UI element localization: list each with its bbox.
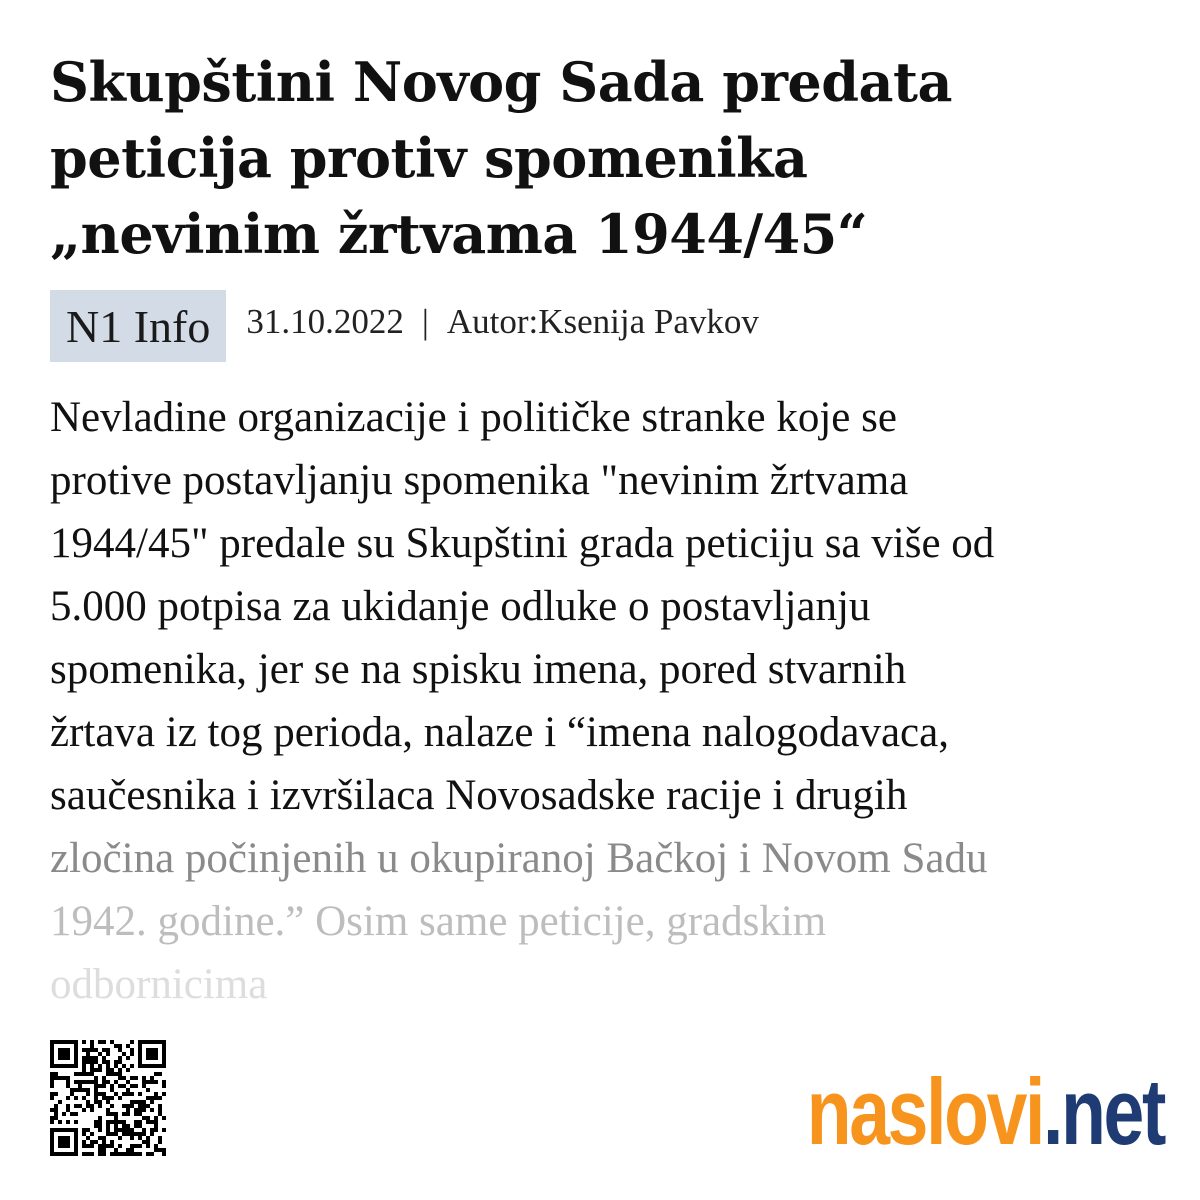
publish-date: 31.10.2022	[246, 302, 404, 341]
body-line-faded: odbornicima	[50, 961, 268, 1008]
article-body	[50, 386, 1160, 1016]
author: Autor:Ksenija Pavkov	[446, 302, 759, 341]
meta-info	[246, 302, 759, 342]
source-badge[interactable]: N1 Info	[50, 290, 226, 362]
logo-part-net: .net	[1043, 1059, 1164, 1164]
headline-line: „nevinim žrtvama 1944/45“	[50, 202, 868, 266]
body-line-faded: zločina počinjenih u okupiranoj Bačkoj i Novom Sadu	[50, 835, 988, 882]
naslovi-logo[interactable]	[806, 1059, 1164, 1164]
headline-line: Skupštini Novog Sada predata	[50, 50, 952, 114]
body-line-faded: 1942. godine.” Osim same peticije, gradskim	[50, 898, 827, 945]
body-line: Nevladine organizacije i političke stranke koje se	[50, 394, 897, 441]
meta-separator: |	[421, 302, 429, 341]
qr-code-icon[interactable]	[50, 1040, 166, 1156]
body-line: 5.000 potpisa za ukidanje odluke o postavljanju	[50, 583, 871, 630]
body-line: saučesnika i izvršilaca Novosadske racije i drugih	[50, 772, 908, 819]
logo-part-naslovi: naslovi	[806, 1059, 1044, 1164]
article-headline	[50, 44, 1160, 272]
article-meta	[50, 290, 759, 362]
body-line: spomenika, jer se na spisku imena, pored stvarnih	[50, 646, 907, 693]
headline-line: peticija protiv spomenika	[50, 126, 808, 190]
body-line: 1944/45" predale su Skupštini grada peticiju sa više od	[50, 520, 995, 567]
body-line: protive postavljanju spomenika "nevinim žrtvama	[50, 457, 909, 504]
body-line: žrtava iz tog perioda, nalaze i “imena nalogodavaca,	[50, 709, 949, 756]
